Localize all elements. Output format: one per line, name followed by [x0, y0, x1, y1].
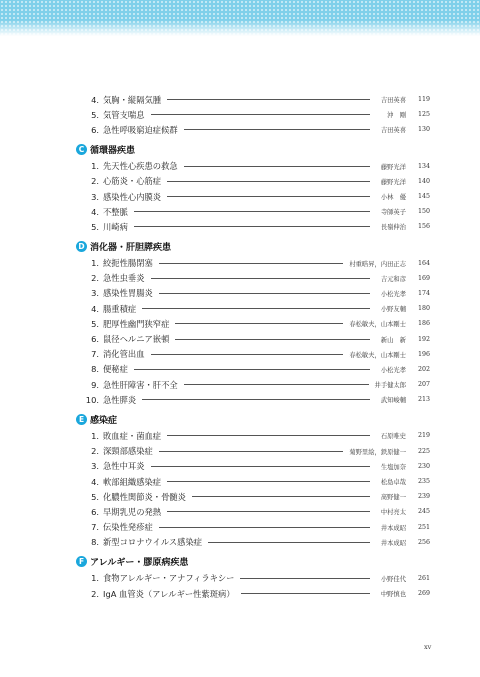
entry-page: 174	[417, 289, 430, 297]
entry-title: 便秘症	[103, 364, 128, 375]
leader-line	[167, 99, 370, 100]
entry-number: 7.	[91, 522, 99, 533]
entry-number: 2.	[91, 273, 99, 284]
entry-title: 消化管出血	[103, 349, 145, 360]
entry-number: 1.	[91, 161, 99, 172]
entry-title: 深頸部感染症	[103, 446, 153, 457]
entry-number: 3.	[91, 461, 99, 472]
entry-number: 9.	[91, 379, 99, 390]
section-title: アレルギー・膠原病疾患	[90, 558, 189, 569]
leader-line	[151, 114, 371, 115]
entry-number: 1.	[91, 573, 99, 584]
toc-entry-e3[interactable]	[76, 459, 430, 474]
entry-page: 213	[417, 396, 430, 404]
entry-author: 小野友輔	[380, 306, 406, 314]
entry-title: 心筋炎・心筋症	[103, 176, 162, 187]
entry-page: 207	[417, 381, 430, 389]
toc-entry-c2[interactable]	[76, 174, 430, 189]
entry-number: 5.	[91, 109, 99, 120]
entry-number: 1.	[91, 430, 99, 441]
header-band-fade	[0, 20, 480, 36]
entry-title: 急性肝障害・肝不全	[103, 379, 178, 390]
entry-title: 感染性胃腸炎	[103, 288, 153, 299]
entry-author: 小松光孝	[380, 290, 406, 298]
toc-entry-d9[interactable]	[76, 377, 430, 392]
section-letter-badge: F	[76, 556, 87, 567]
entry-title: 軟部組織感染症	[103, 476, 162, 487]
entry-author: 新山 新	[380, 336, 406, 344]
entry-number: 4.	[91, 94, 99, 105]
toc-entry-e6[interactable]	[76, 504, 430, 519]
leader-line	[159, 527, 370, 528]
entry-number: 4.	[91, 303, 99, 314]
toc-entry-d10[interactable]	[76, 392, 430, 407]
toc-entry-e2[interactable]	[76, 444, 430, 459]
leader-line	[159, 451, 344, 452]
leader-line	[184, 384, 369, 385]
leader-line	[175, 339, 370, 340]
entry-author: 藤野光洋	[380, 163, 406, 171]
entry-page: 180	[417, 305, 430, 313]
entry-page: 256	[417, 538, 430, 546]
entry-author: 小野佳代	[380, 575, 406, 583]
leader-line	[175, 323, 343, 324]
entry-number: 6.	[91, 506, 99, 517]
leader-line	[142, 399, 370, 400]
entry-author: 長嶺伸治	[380, 224, 406, 232]
section-heading-e	[76, 410, 430, 428]
entry-author: 武知峻輔	[380, 397, 406, 405]
section-letter-badge: D	[76, 241, 87, 252]
entry-title: 早期乳児の発熱	[103, 506, 162, 517]
entry-page: 192	[417, 335, 430, 343]
entry-author: 春松敏夫，山本剛士	[349, 321, 406, 329]
leader-line	[159, 293, 370, 294]
section-heading-d	[76, 238, 430, 256]
toc-entry-d5[interactable]	[76, 316, 430, 331]
toc-entry-d4[interactable]	[76, 301, 430, 316]
page-number: xv	[424, 643, 432, 651]
entry-title: 敗血症・菌血症	[103, 430, 162, 441]
toc-entry-d6[interactable]	[76, 331, 430, 346]
entry-title: 気管支喘息	[103, 109, 145, 120]
entry-page: 219	[417, 432, 430, 440]
entry-page: 239	[417, 493, 430, 501]
entry-page: 140	[417, 177, 430, 185]
entry-number: 8.	[91, 364, 99, 375]
leader-line	[192, 496, 370, 497]
leader-line	[167, 181, 370, 182]
entry-page: 134	[417, 162, 430, 170]
entry-title: 絞扼性腸閉塞	[103, 258, 153, 269]
entry-author: 菊野里絵，鉄原健一	[349, 448, 406, 456]
entry-title: 急性膵炎	[103, 394, 137, 405]
entry-title: 化膿性関節炎・骨髄炎	[103, 491, 186, 502]
leader-line	[240, 578, 370, 579]
entry-title: 急性虫垂炎	[103, 273, 145, 284]
entry-author: 中野慎也	[380, 591, 406, 599]
toc-entry-f1[interactable]	[76, 571, 430, 586]
entry-number: 3.	[91, 288, 99, 299]
section-heading-f	[76, 553, 430, 571]
leader-line	[134, 226, 370, 227]
entry-title: 新型コロナウイルス感染症	[103, 537, 203, 548]
entry-title: 川崎病	[103, 221, 128, 232]
entry-page: 125	[417, 111, 430, 119]
toc-entry-d1[interactable]	[76, 256, 430, 271]
entry-number: 7.	[91, 349, 99, 360]
entry-title: 先天性心疾患の救急	[103, 161, 178, 172]
entry-title: 気胸・縦隔気腫	[103, 94, 162, 105]
entry-title: 腸重積症	[103, 303, 137, 314]
entry-author: 村重晧昇，内田正志	[349, 260, 406, 268]
entry-number: 8.	[91, 537, 99, 548]
toc-entry-c5[interactable]	[76, 219, 430, 234]
entry-page: 169	[417, 274, 430, 282]
toc-entry-e1[interactable]	[76, 428, 430, 443]
entry-author: 井本成昭	[380, 539, 406, 547]
entry-author: 寺師英子	[380, 209, 406, 217]
entry-page: 251	[417, 523, 430, 531]
entry-title: 感染性心内膜炎	[103, 191, 162, 202]
entry-title: 肥厚性幽門狭窄症	[103, 318, 170, 329]
leader-line	[241, 593, 370, 594]
toc-entry-a5[interactable]	[76, 107, 430, 122]
entry-page: 225	[417, 447, 430, 455]
entry-author: 髙野健一	[380, 494, 406, 502]
entry-number: 5.	[91, 491, 99, 502]
entry-page: 269	[417, 590, 430, 598]
entry-page: 119	[417, 96, 430, 104]
entry-number: 4.	[91, 206, 99, 217]
toc-entry-e5[interactable]	[76, 489, 430, 504]
section-letter-badge: E	[76, 414, 87, 425]
entry-author: 沖 剛	[387, 112, 406, 120]
toc-entry-d3[interactable]	[76, 286, 430, 301]
entry-author: 吉元和彦	[380, 275, 406, 283]
entry-page: 145	[417, 193, 430, 201]
toc-entry-d7[interactable]	[76, 347, 430, 362]
leader-line	[151, 466, 371, 467]
entry-number: 10.	[85, 394, 99, 405]
entry-page: 130	[417, 126, 430, 134]
leader-line	[208, 542, 370, 543]
entry-author: 中村亮太	[380, 509, 406, 517]
toc-entry-c1[interactable]	[76, 159, 430, 174]
entry-author: 小林 優	[380, 194, 406, 202]
entry-page: 245	[417, 508, 430, 516]
section-letter-badge: C	[76, 144, 87, 155]
entry-title: 急性中耳炎	[103, 461, 145, 472]
table-of-contents	[76, 92, 430, 601]
entry-number: 4.	[91, 476, 99, 487]
entry-author: 井本成昭	[380, 524, 406, 532]
entry-page: 164	[417, 259, 430, 267]
entry-title: 食物アレルギー・アナフィラキシー	[103, 573, 235, 584]
entry-author: 藤野光洋	[380, 178, 406, 186]
leader-line	[184, 129, 370, 130]
entry-number: 2.	[91, 446, 99, 457]
toc-entry-e4[interactable]	[76, 474, 430, 489]
entry-page: 261	[417, 574, 430, 582]
entry-number: 3.	[91, 191, 99, 202]
entry-number: 2.	[91, 588, 99, 599]
leader-line	[134, 369, 370, 370]
entry-number: 2.	[91, 176, 99, 187]
entry-title: 伝染性発疹症	[103, 522, 153, 533]
entry-author: 小松光孝	[380, 366, 406, 374]
entry-title: 鼠径ヘルニア嵌頓	[103, 334, 170, 345]
leader-line	[159, 263, 344, 264]
toc-entry-c4[interactable]	[76, 204, 430, 219]
toc-entry-a4[interactable]	[76, 92, 430, 107]
leader-line	[167, 196, 370, 197]
toc-entry-c3[interactable]	[76, 189, 430, 204]
leader-line	[167, 481, 370, 482]
section-heading-c	[76, 141, 430, 159]
leader-line	[167, 511, 370, 512]
leader-line	[167, 435, 370, 436]
entry-title: 急性呼吸窮迫症候群	[103, 124, 178, 135]
entry-page: 202	[417, 365, 430, 373]
entry-page: 186	[417, 320, 430, 328]
entry-page: 156	[417, 223, 430, 231]
entry-number: 5.	[91, 318, 99, 329]
entry-page: 150	[417, 208, 430, 216]
entry-author: 生塩加奈	[380, 463, 406, 471]
leader-line	[134, 211, 370, 212]
leader-line	[151, 278, 371, 279]
leader-line	[151, 354, 344, 355]
entry-title: IgA 血管炎（アレルギー性紫斑病）	[103, 588, 235, 599]
entry-author: 吉田英喜	[380, 127, 406, 135]
entry-number: 6.	[91, 124, 99, 135]
toc-entry-e7[interactable]	[76, 520, 430, 535]
entry-title: 不整脈	[103, 206, 128, 217]
entry-page: 235	[417, 478, 430, 486]
section-title: 循環器疾患	[90, 146, 136, 157]
toc-entry-d8[interactable]	[76, 362, 430, 377]
entry-number: 1.	[91, 258, 99, 269]
entry-author: 石原唯史	[380, 433, 406, 441]
entry-author: 春松敏夫，山本剛士	[349, 351, 406, 359]
toc-entry-d2[interactable]	[76, 271, 430, 286]
entry-number: 5.	[91, 221, 99, 232]
toc-entry-f2[interactable]	[76, 586, 430, 601]
section-title: 消化器・肝胆膵疾患	[90, 243, 172, 253]
entry-page: 196	[417, 350, 430, 358]
leader-line	[142, 308, 370, 309]
section-title: 感染症	[90, 415, 118, 426]
entry-author: 松島卓哉	[380, 479, 406, 487]
toc-entry-e8[interactable]	[76, 535, 430, 550]
leader-line	[184, 166, 370, 167]
entry-number: 6.	[91, 334, 99, 345]
toc-entry-a6[interactable]	[76, 122, 430, 137]
entry-author: 井手健太郎	[374, 382, 406, 390]
entry-page: 230	[417, 462, 430, 470]
entry-author: 吉田英喜	[380, 97, 406, 105]
